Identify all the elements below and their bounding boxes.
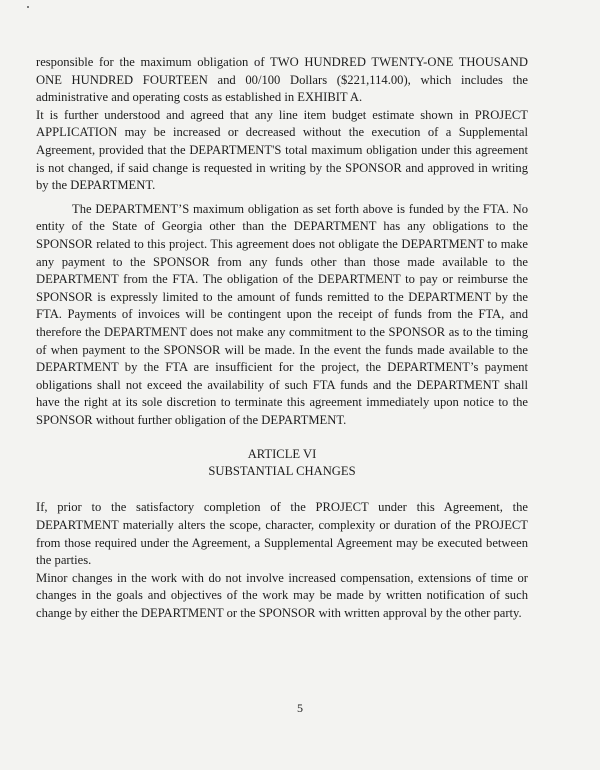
scan-mark xyxy=(27,6,29,8)
paragraph-maximum-obligation: responsible for the maximum obligation of TWO HUNDRED TWENTY-ONE THOUSAND ONE HUNDRED FOURTEEN and 00/100 Dollars ($221,114.00), which includes the administrative and operating costs as established in EXHIBIT A. xyxy=(36,55,528,105)
paragraph-substantial-changes: If, prior to the satisfactory completion of the PROJECT under this Agreement, the DEPARTMENT materially alters the scope, character, complexity or duration of the PROJECT from those required under the Agreement, a Supplemental Agreement may be executed between the parties. xyxy=(36,500,528,568)
article-heading xyxy=(36,446,528,480)
paragraph-fta-funding: The DEPARTMENT’S maximum obligation as set forth above is funded by the FTA. No entity of the State of Georgia other than the DEPARTMENT has any obligations to the SPONSOR related to this project. This agreement does not obligate the DEPARTMENT to make any payment to the SPONSOR from any funds other than those made available to the DEPARTMENT from the FTA. The obligation of the DEPARTMENT to pay or reimburse the SPONSOR is expressly limited to the amount of funds remitted to the DEPARTMENT by the FTA. Payments of invoices will be contingent upon the receipt of funds from the FTA, and therefore the DEPARTMENT does not make any commitment to the SPONSOR as to the timing of when payment to the SPONSOR will be made. In the event the funds made available to the DEPARTMENT by the FTA are insufficient for the project, the DEPARTMENT’s payment obligations shall not exceed the availability of such FTA funds and the DEPARTMENT shall have the right at its sole discretion to terminate this agreement immediately upon notice to the SPONSOR without further obligation of the DEPARTMENT. xyxy=(36,201,528,427)
article-number: ARTICLE VI xyxy=(247,447,317,462)
page-number: 5 xyxy=(297,701,303,715)
document-body xyxy=(36,54,528,623)
paragraph-minor-changes: Minor changes in the work with do not involve increased compensation, extensions of time or changes in the goals and objectives of the work may be made by written notification of such change by either the DEPARTMENT or the SPONSOR with written approval by the other party. xyxy=(36,570,528,621)
article-title: SUBSTANTIAL CHANGES xyxy=(208,464,356,479)
paragraph-budget-estimate: It is further understood and agreed that any line item budget estimate shown in PROJECT APPLICATION may be increased or decreased without the execution of a Supplemental Agreement, provided that the DEPARTMENT'S total maximum obligation under this agreement is not changed, if said change is requested in writing by the SPONSOR and approved in writing by the DEPARTMENT. xyxy=(36,107,528,193)
